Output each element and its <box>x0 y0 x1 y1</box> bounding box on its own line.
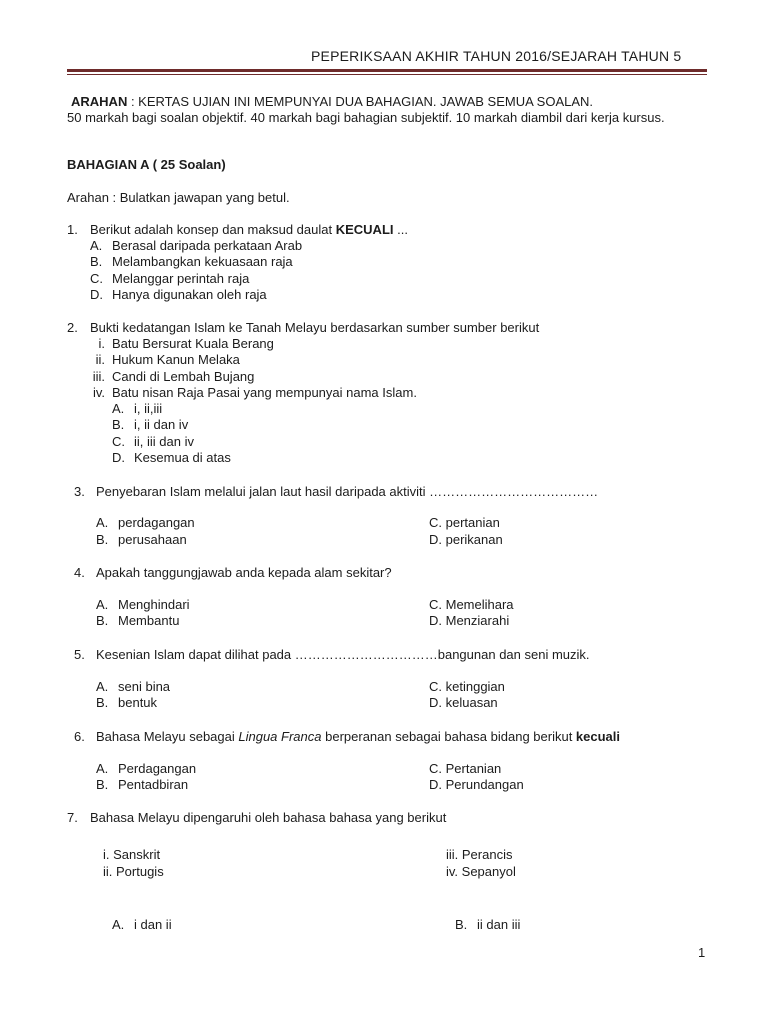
q6-option-c: C. Pertanian <box>429 761 502 776</box>
question-5-text: Kesenian Islam dapat dilihat pada ……………………………bangunan dan seni muzik. <box>96 647 590 662</box>
instructions-line2: 50 markah bagi soalan objektif. 40 markah bagi bahagian subjektif. 10 markah diambil dari kerja kursus. <box>67 110 665 125</box>
q6-option-d: D. Perundangan <box>429 777 524 792</box>
q7-item-iv: iv. Sepanyol <box>446 864 516 879</box>
page-number: 1 <box>698 945 706 960</box>
q6-option-a: A. Perdagangan <box>96 761 197 776</box>
q2-option-d: D. Kesemua di atas <box>112 450 231 465</box>
question-1-number: 1. <box>67 222 78 237</box>
question-7-text: Bahasa Melayu dipengaruhi oleh bahasa bahasa yang berikut <box>90 810 447 825</box>
q7-item-ii: ii. Portugis <box>103 864 164 879</box>
q3-option-b: B. perusahaan <box>96 532 187 547</box>
question-4-text: Apakah tanggungjawab anda kepada alam sekitar? <box>96 565 392 580</box>
q5-option-a: A. seni bina <box>96 679 171 694</box>
q5-option-b: B. bentuk <box>96 695 158 710</box>
question-2-number: 2. <box>67 320 78 335</box>
q5-option-d: D. keluasan <box>429 695 498 710</box>
question-2-text: Bukti kedatangan Islam ke Tanah Melayu berdasarkan sumber sumber berikut <box>90 320 540 335</box>
q1-option-d: D. Hanya digunakan oleh raja <box>90 287 267 302</box>
q4-option-d: D. Menziarahi <box>429 613 510 628</box>
section-instruction: Arahan : Bulatkan jawapan yang betul. <box>67 190 290 205</box>
q3-option-a: A. perdagangan <box>96 515 195 530</box>
q2-option-c: C. ii, iii dan iv <box>112 434 194 449</box>
section-title: BAHAGIAN A ( 25 Soalan) <box>67 157 226 172</box>
q3-option-c: C. pertanian <box>429 515 500 530</box>
instructions-label: ARAHAN <box>71 94 128 109</box>
question-6-text: Bahasa Melayu sebagai Lingua Franca berperanan sebagai bahasa bidang berikut kecuali <box>96 729 621 744</box>
header-rule-thin <box>67 74 707 75</box>
question-1-text: Berikut adalah konsep dan maksud daulat KECUALI ... <box>90 222 408 237</box>
q3-option-d: D. perikanan <box>429 532 503 547</box>
q5-option-c: C. ketinggian <box>429 679 505 694</box>
instructions-line1: ARAHAN : KERTAS UJIAN INI MEMPUNYAI DUA BAHAGIAN. JAWAB SEMUA SOALAN. <box>71 94 594 109</box>
page-header-title: PEPERIKSAAN AKHIR TAHUN 2016/SEJARAH TAHUN 5 <box>311 48 682 64</box>
question-3-number: 3. <box>74 484 85 499</box>
question-7-number: 7. <box>67 810 78 825</box>
q4-option-c: C. Memelihara <box>429 597 514 612</box>
question-5-number: 5. <box>74 647 85 662</box>
q7-item-iii: iii. Perancis <box>446 847 513 862</box>
q2-option-b: B. i, ii dan iv <box>112 417 189 432</box>
q7-option-b: B. ii dan iii <box>455 917 521 932</box>
question-6-number: 6. <box>74 729 85 744</box>
q4-option-a: A. Menghindari <box>96 597 190 612</box>
q7-option-a: A. i dan ii <box>112 917 172 932</box>
q4-option-b: B. Membantu <box>96 613 180 628</box>
q1-option-b: B. Melambangkan kekuasaan raja <box>90 254 293 269</box>
q6-option-b: B. Pentadbiran <box>96 777 189 792</box>
q7-item-i: i. Sanskrit <box>103 847 161 862</box>
question-4-number: 4. <box>74 565 85 580</box>
q2-option-a: A. i, ii,iii <box>112 401 163 416</box>
q1-option-c: C. Melanggar perintah raja <box>90 271 250 286</box>
q1-option-a: A. Berasal daripada perkataan Arab <box>90 238 303 253</box>
header-rule-thick <box>67 69 707 72</box>
question-3-text: Penyebaran Islam melalui jalan laut hasil daripada aktiviti ………………………………… <box>96 484 599 499</box>
